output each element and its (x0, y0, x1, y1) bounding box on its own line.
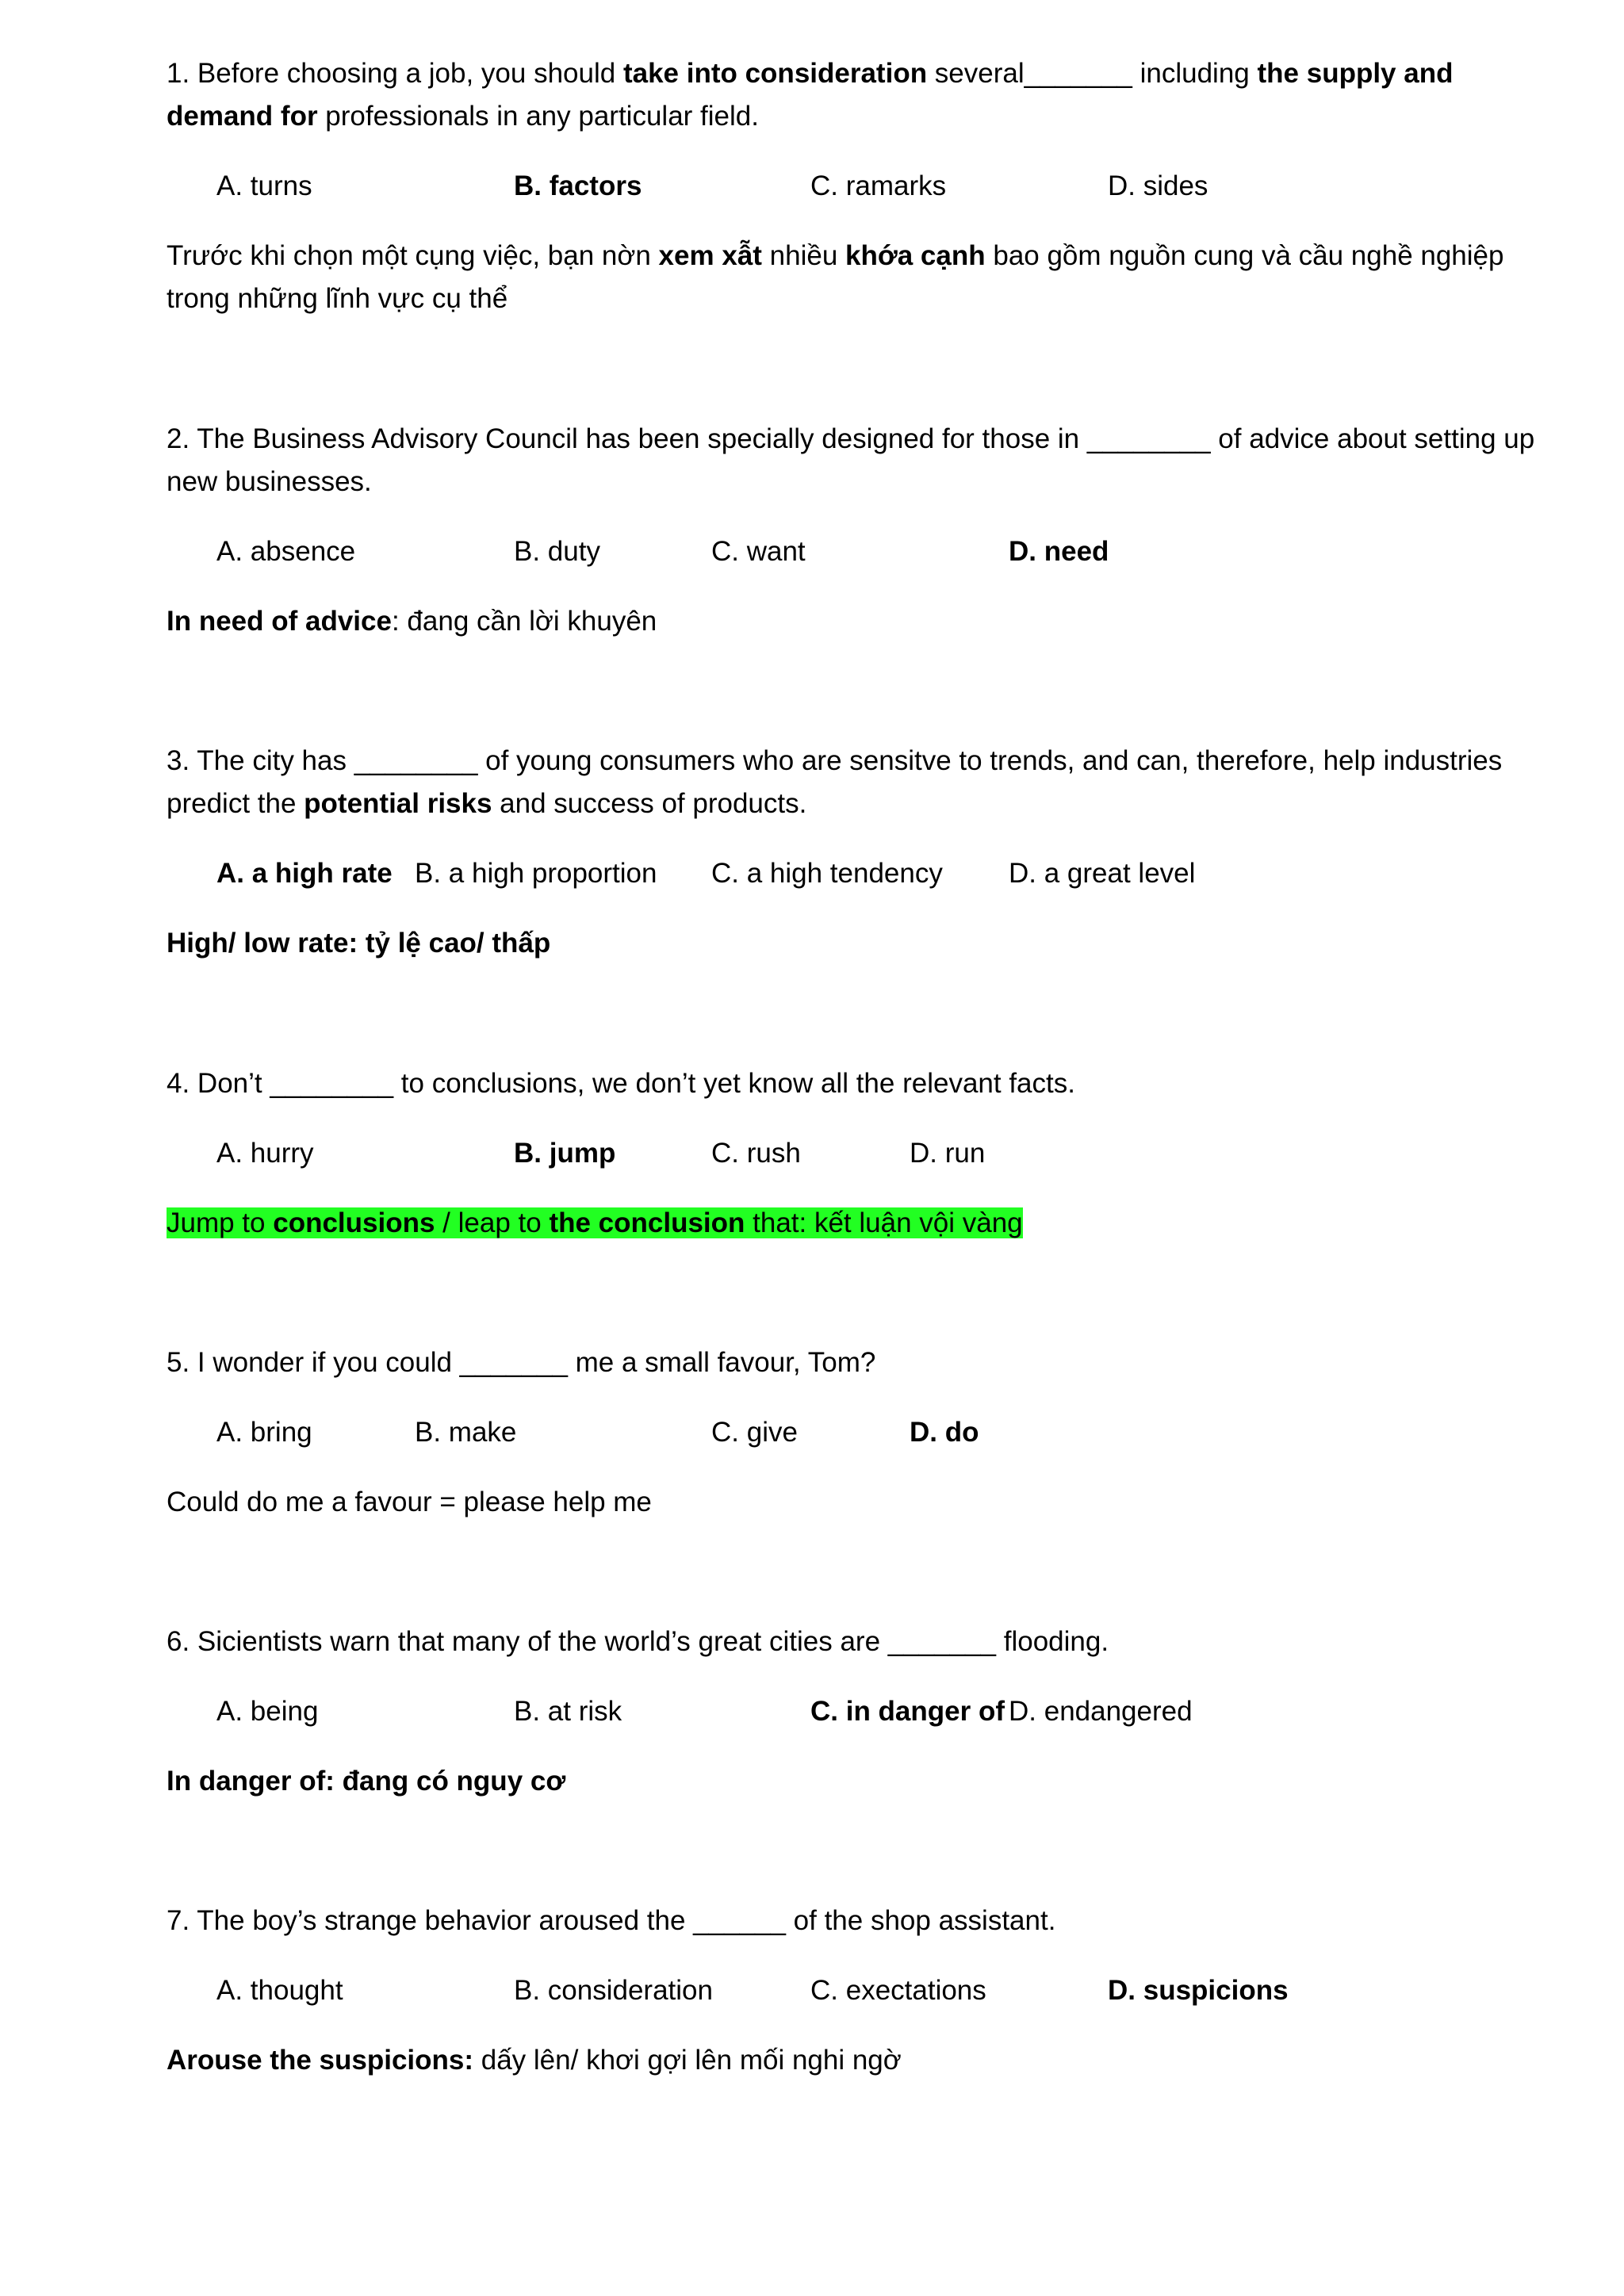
question-1-stem: 1. Before choosing a job, you should take into consideration several_______ including the supply and demand for professionals in any particular field. (167, 58, 1454, 132)
question-5-stem: 5. I wonder if you could _______ me a small favour, Tom? (167, 1347, 876, 1378)
question-2-stem: 2. The Business Advisory Council has been specially designed for those in ________ of advice about setting up new businesses. (167, 423, 1535, 497)
question-2-option-b: B. duty (514, 536, 600, 567)
question-5-option-d: D. do (910, 1417, 979, 1448)
question-2-option-a: A. absence (216, 536, 356, 567)
question-1-option-a: A. turns (216, 170, 312, 201)
question-6-stem: 6. Sicientists warn that many of the world’s great cities are _______ flooding. (167, 1626, 1109, 1657)
question-5-option-a: A. bring (216, 1417, 312, 1448)
question-4-stem: 4. Don’t ________ to conclusions, we don’t yet know all the relevant facts. (167, 1068, 1075, 1099)
question-6-option-a: A. being (216, 1696, 319, 1727)
question-7-explanation: Arouse the suspicions: dấy lên/ khơi gợi lên mối nghi ngờ (167, 2045, 902, 2076)
question-7-option-a: A. thought (216, 1975, 343, 2006)
question-6-option-c: C. in danger of (810, 1696, 1005, 1727)
question-4-option-d: D. run (910, 1138, 986, 1169)
question-4-option-c: C. rush (711, 1138, 801, 1169)
highlighted-note: Jump to conclusions / leap to the conclusion that: kết luận vội vàng (167, 1207, 1023, 1238)
question-5-explanation: Could do me a favour = please help me (167, 1487, 652, 1517)
question-2-explanation: In need of advice: đang cần lời khuyên (167, 606, 657, 637)
question-5-option-c: C. give (711, 1417, 798, 1448)
question-7-option-c: C. exectations (810, 1975, 986, 2006)
question-7-option-b: B. consideration (514, 1975, 713, 2006)
question-3-option-a: A. a high rate (216, 858, 393, 889)
question-3-stem: 3. The city has ________ of young consumers who are sensitve to trends, and can, therefore, help industries predict the potential risks and success of products. (167, 745, 1503, 819)
question-1-explanation: Trước khi chọn một cụng việc, bạn nờn xem xẫt nhiều khớa cạnh bao gồm nguồn cung và cầu nghề nghiệp trong những lĩnh vực cụ thể (167, 240, 1504, 314)
question-7-option-d: D. suspicions (1108, 1975, 1289, 2006)
question-1-option-c: C. ramarks (810, 170, 947, 201)
question-6-option-b: B. at risk (514, 1696, 622, 1727)
question-1-option-d: D. sides (1108, 170, 1208, 201)
question-4-option-a: A. hurry (216, 1138, 314, 1169)
question-5-option-b: B. make (415, 1417, 517, 1448)
question-6-explanation: In danger of: đang có nguy cơ (167, 1766, 566, 1797)
question-1-option-b: B. factors (514, 170, 642, 201)
question-3-option-c: C. a high tendency (711, 858, 943, 889)
question-3-option-b: B. a high proportion (415, 858, 657, 889)
question-4-option-b: B. jump (514, 1138, 616, 1169)
question-6-option-d: D. endangered (1009, 1696, 1193, 1727)
question-7-stem: 7. The boy’s strange behavior aroused the ______ of the shop assistant. (167, 1905, 1056, 1936)
question-4-explanation (167, 1202, 1538, 1245)
question-2-option-c: C. want (711, 536, 806, 567)
question-3-explanation: High/ low rate: tỷ lệ cao/ thấp (167, 928, 551, 959)
question-2-option-d: D. need (1009, 536, 1109, 567)
question-3-option-d: D. a great level (1009, 858, 1196, 889)
